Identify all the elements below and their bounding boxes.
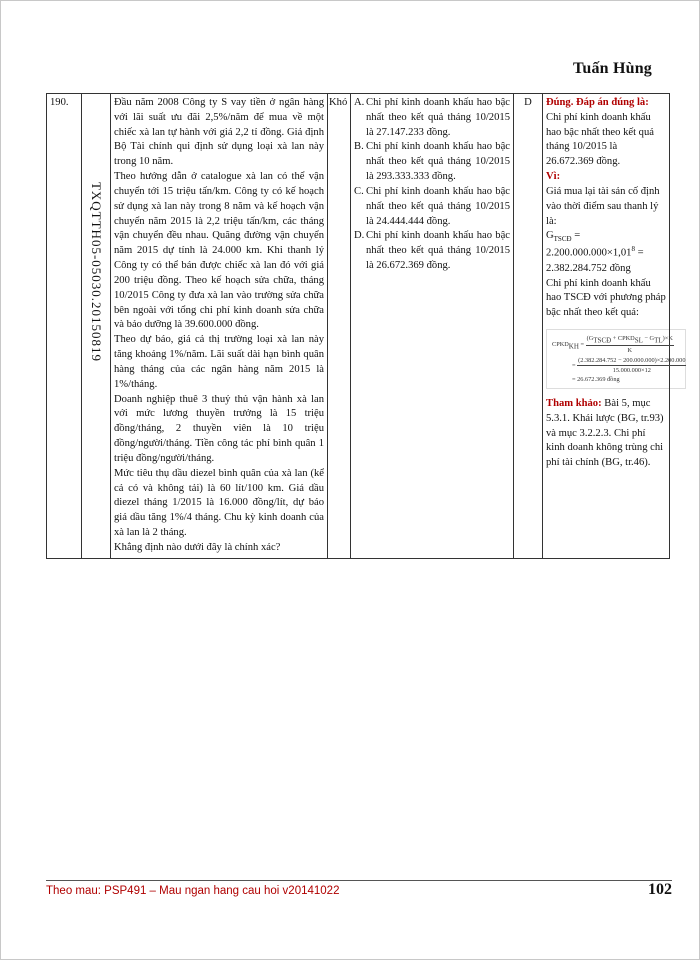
- repurchase-formula: $G_{TSCĐ} = 2.200.000.000\times 1,01^8$ =: [546, 230, 644, 259]
- content-paragraph: Mức tiêu thụ dầu diezel bình quân của xà lan (kể cả có và không tải) là 60 lít/100 km. Giá dầu diezel tháng 1/2015 là 16.000 đồng/lít, dự báo giá dầu tăng 1%/4 tháng. Chu kỳ kinh doanh của xà lan là 2 tháng.: [114, 467, 324, 539]
- explanation: [543, 94, 686, 559]
- reference: [546, 397, 666, 471]
- question-number: 190.: [47, 94, 82, 559]
- correct-answer: D: [514, 94, 543, 559]
- option-d: [354, 229, 510, 273]
- answer-options: [351, 94, 514, 559]
- formula-image: [546, 329, 686, 389]
- option-text: Chi phí kinh doanh khấu hao bậc nhất theo kết quả tháng 10/2015 là 26.672.369 đồng.: [366, 230, 510, 272]
- option-a: [354, 96, 510, 140]
- question-code: TXQTTH05-05030.20150819: [89, 181, 104, 363]
- formula-row-3: = 26.672.369 đồng: [572, 375, 620, 383]
- difficulty-level: Khó: [328, 94, 351, 559]
- reason-line-1: Giá mua lại tài sản cố định vào thời điểm sau thanh lý là:: [546, 185, 660, 227]
- reference-label: Tham khảo:: [546, 397, 602, 409]
- content-paragraph: Theo hướng dẫn ở catalogue xà lan có thể vận chuyển tới 15 triệu tấn/km. Công ty có kế hoạch sử dụng xà lan này trong 8 năm và kế hoạch vận chuyển năm 2015 là 2,2 triệu tấn/km, các tháng vận chuyển đều nhau. Quãng đường vận chuyển năm 2015 dự tính là 24.000 km. Khi thanh lý Công ty có thể bán được chiếc xà lan đó với giá 200 triệu đồng. Theo kế hoạch sửa chữa, tháng 10/2015 Công ty đưa xà lan vào trường sửa chữa bên ngoài với tổng chi phí kinh doanh sửa chữa và bảo dưỡng là 39.600.000 đồng.: [114, 171, 324, 331]
- content-paragraph: Khẳng định nào dưới đây là chính xác?: [114, 541, 281, 553]
- option-text: Chi phí kinh doanh khấu hao bậc nhất theo kết quả tháng 10/2015 là 24.444.444 đồng.: [366, 185, 510, 227]
- option-text: Chi phí kinh doanh khấu hao bậc nhất theo kết quả tháng 10/2015 là 293.333.333 đồng.: [366, 141, 510, 183]
- question-table: [46, 93, 686, 559]
- reason-label: Vì:: [546, 171, 561, 183]
- correct-label: Đúng. Đáp án đúng là:: [546, 97, 649, 108]
- author-name: Tuấn Hùng: [572, 60, 652, 77]
- option-b: [354, 140, 510, 184]
- content-paragraph: Doanh nghiệp thuê 3 thuỷ thủ vận hành xà lan với mức lương thuyền trưởng là 15 triệu đồng/tháng, 2 thuyền viên là 10 triệu đồng/người/tháng. Tiền công tác phí bình quân 1 triệu đồng/người/tháng.: [114, 393, 324, 464]
- correct-statement: [546, 96, 666, 170]
- footer-template-label: Theo mau: PSP491 – Mau ngan hang cau hoi v20141022: [46, 885, 340, 897]
- question-code-cell: [82, 94, 111, 559]
- option-letter: A.: [354, 97, 365, 108]
- option-letter: B.: [354, 141, 364, 153]
- correct-text: Chi phí kinh doanh khấu hao bậc nhất theo kết quả tháng 10/2015 là 26.672.369 đồng.: [546, 111, 654, 168]
- option-letter: D.: [354, 230, 365, 242]
- option-letter: C.: [354, 185, 364, 197]
- question-content: [111, 94, 328, 559]
- option-c: [354, 185, 510, 229]
- footer-divider: [46, 880, 672, 881]
- page-number: 102: [648, 881, 672, 898]
- content-paragraph: Đầu năm 2008 Công ty S vay tiền ở ngân hàng với lãi suất ưu đãi 2,5%/năm để mua về một chiếc xà lan tự hành với giá 2,2 tỉ đồng. Giả định Bộ Tài chính qui định sử dụng loại xà lan này trong 10 năm.: [114, 97, 324, 168]
- option-text: Chi phí kinh doanh khấu hao bậc nhất theo kết quả tháng 10/2015 là 27.147.233 đồng.: [366, 97, 510, 138]
- formula-row-2: = $\frac{(2.382.284.752 - 200.000.000)\times 2.200.000}{15.000.000\times 12}$: [572, 356, 686, 374]
- content-paragraph: Theo dự báo, giá cả thị trường loại xà lan này tăng khoảng 1%/năm. Lãi suất dài hạn bình quân hàng tháng của các ngân hàng năm 2015 là 1%/tháng.: [114, 334, 324, 390]
- repurchase-result: 2.382.284.752 đồng: [546, 262, 631, 274]
- question-row: [47, 94, 670, 559]
- reference-text: Bài 5, mục 5.3.1. Khái lược (BG, tr.93) và mục 3.2.2.3. Chi phí kinh doanh không trùng chi phí tài chính (BG, tr.46).: [546, 397, 664, 469]
- reason-line-2: Chi phí kinh doanh khấu hao TSCĐ với phương pháp bậc nhất theo kết quả:: [546, 277, 666, 319]
- formula-row-1: $CPKD_{KH}$ = $\frac{(G_{TSCĐ} + CPKD_{SL} - G_{TL})\times K}{K}$: [552, 335, 673, 355]
